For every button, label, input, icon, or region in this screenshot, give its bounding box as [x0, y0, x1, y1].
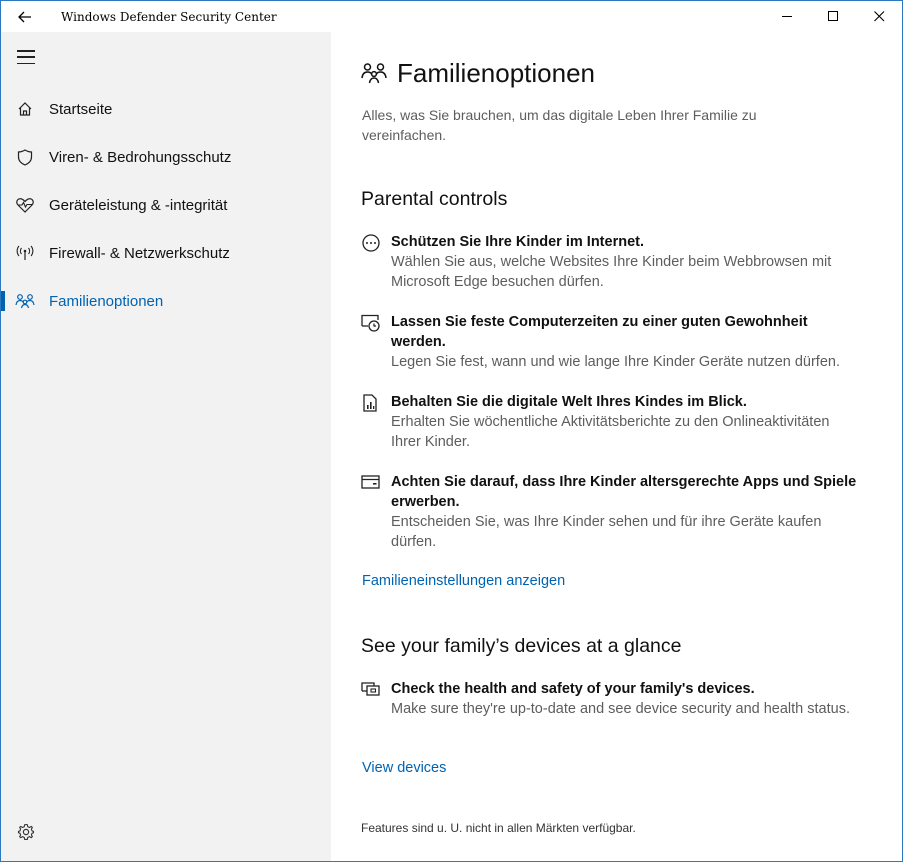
feature-screen-time	[361, 312, 871, 372]
page-title-text: Familienoptionen	[397, 58, 596, 88]
family-icon	[1, 293, 49, 309]
feature-title: Achten Sie darauf, dass Ihre Kinder altersgerechte Apps und Spiele erwerben.	[391, 474, 857, 510]
devices-icon	[361, 679, 391, 719]
web-filter-icon	[361, 232, 391, 292]
feature-description: Wählen Sie aus, welche Websites Ihre Kinder beim Webbrowsen mit Microsoft Edge besuchen dürfen.	[391, 254, 832, 290]
feature-title: Schützen Sie Ihre Kinder im Internet.	[391, 234, 644, 250]
feature-title: Behalten Sie die digitale Welt Ihres Kindes im Blick.	[391, 394, 747, 410]
shield-icon	[1, 149, 49, 166]
sidebar	[1, 32, 331, 861]
home-icon	[1, 101, 49, 117]
feature-title: Lassen Sie feste Computerzeiten zu einer guten Gewohnheit werden.	[391, 314, 808, 350]
sidebar-item-startseite[interactable]	[1, 89, 331, 129]
page-title	[361, 58, 595, 89]
hamburger-menu-icon[interactable]	[17, 50, 35, 64]
sidebar-item-label: Viren- & Bedrohungsschutz	[49, 148, 232, 166]
feature-activity-reports	[361, 392, 871, 452]
feature-description: Entscheiden Sie, was Ihre Kinder sehen und für ihre Geräte kaufen dürfen.	[391, 514, 822, 550]
window-title: Windows Defender Security Center	[61, 9, 277, 24]
feature-title: Check the health and safety of your family's devices.	[391, 681, 755, 697]
feature-age-appropriate-purchases	[361, 472, 871, 552]
feature-description: Legen Sie fest, wann und wie lange Ihre Kinder Geräte nutzen dürfen.	[391, 354, 840, 370]
sidebar-item-viren-bedrohungsschutz[interactable]	[1, 137, 331, 177]
card-icon	[361, 472, 391, 552]
feature-description: Erhalten Sie wöchentliche Aktivitätsberichte zu den Onlineaktivitäten Ihrer Kinder.	[391, 414, 830, 450]
activity-report-icon	[361, 392, 391, 452]
sidebar-item-label: Geräteleistung & -integrität	[49, 196, 228, 214]
view-devices-link[interactable]: View devices	[362, 760, 447, 776]
page-subtitle: Alles, was Sie brauchen, um das digitale Leben Ihrer Familie zu vereinfachen.	[362, 107, 757, 143]
antenna-icon	[1, 245, 49, 261]
sidebar-item-label: Startseite	[49, 100, 113, 118]
parental-controls-heading: Parental controls	[361, 188, 508, 210]
family-settings-link[interactable]: Familieneinstellungen anzeigen	[362, 573, 566, 589]
maximize-icon[interactable]	[810, 1, 856, 32]
back-arrow-icon[interactable]	[1, 1, 49, 32]
feature-device-health	[361, 679, 871, 719]
availability-footnote: Features sind u. U. nicht in allen Märkten verfügbar.	[361, 821, 636, 835]
screen-time-icon	[361, 312, 391, 372]
heart-pulse-icon	[1, 197, 49, 213]
sidebar-item-label: Familienoptionen	[49, 292, 164, 310]
title-bar	[1, 1, 902, 32]
devices-heading: See your family’s devices at a glance	[361, 635, 682, 657]
close-icon[interactable]	[856, 1, 902, 32]
feature-web-protection	[361, 232, 871, 292]
sidebar-item-firewall[interactable]	[1, 233, 331, 273]
sidebar-item-label: Firewall- & Netzwerkschutz	[49, 244, 230, 262]
family-icon	[361, 62, 387, 86]
window-controls	[764, 1, 902, 32]
feature-description: Make sure they're up-to-date and see device security and health status.	[391, 701, 850, 717]
minimize-icon[interactable]	[764, 1, 810, 32]
sidebar-item-familienoptionen[interactable]	[1, 281, 331, 321]
gear-icon[interactable]	[17, 823, 35, 841]
active-indicator	[1, 291, 5, 311]
sidebar-item-geraeteleistung[interactable]	[1, 185, 331, 225]
